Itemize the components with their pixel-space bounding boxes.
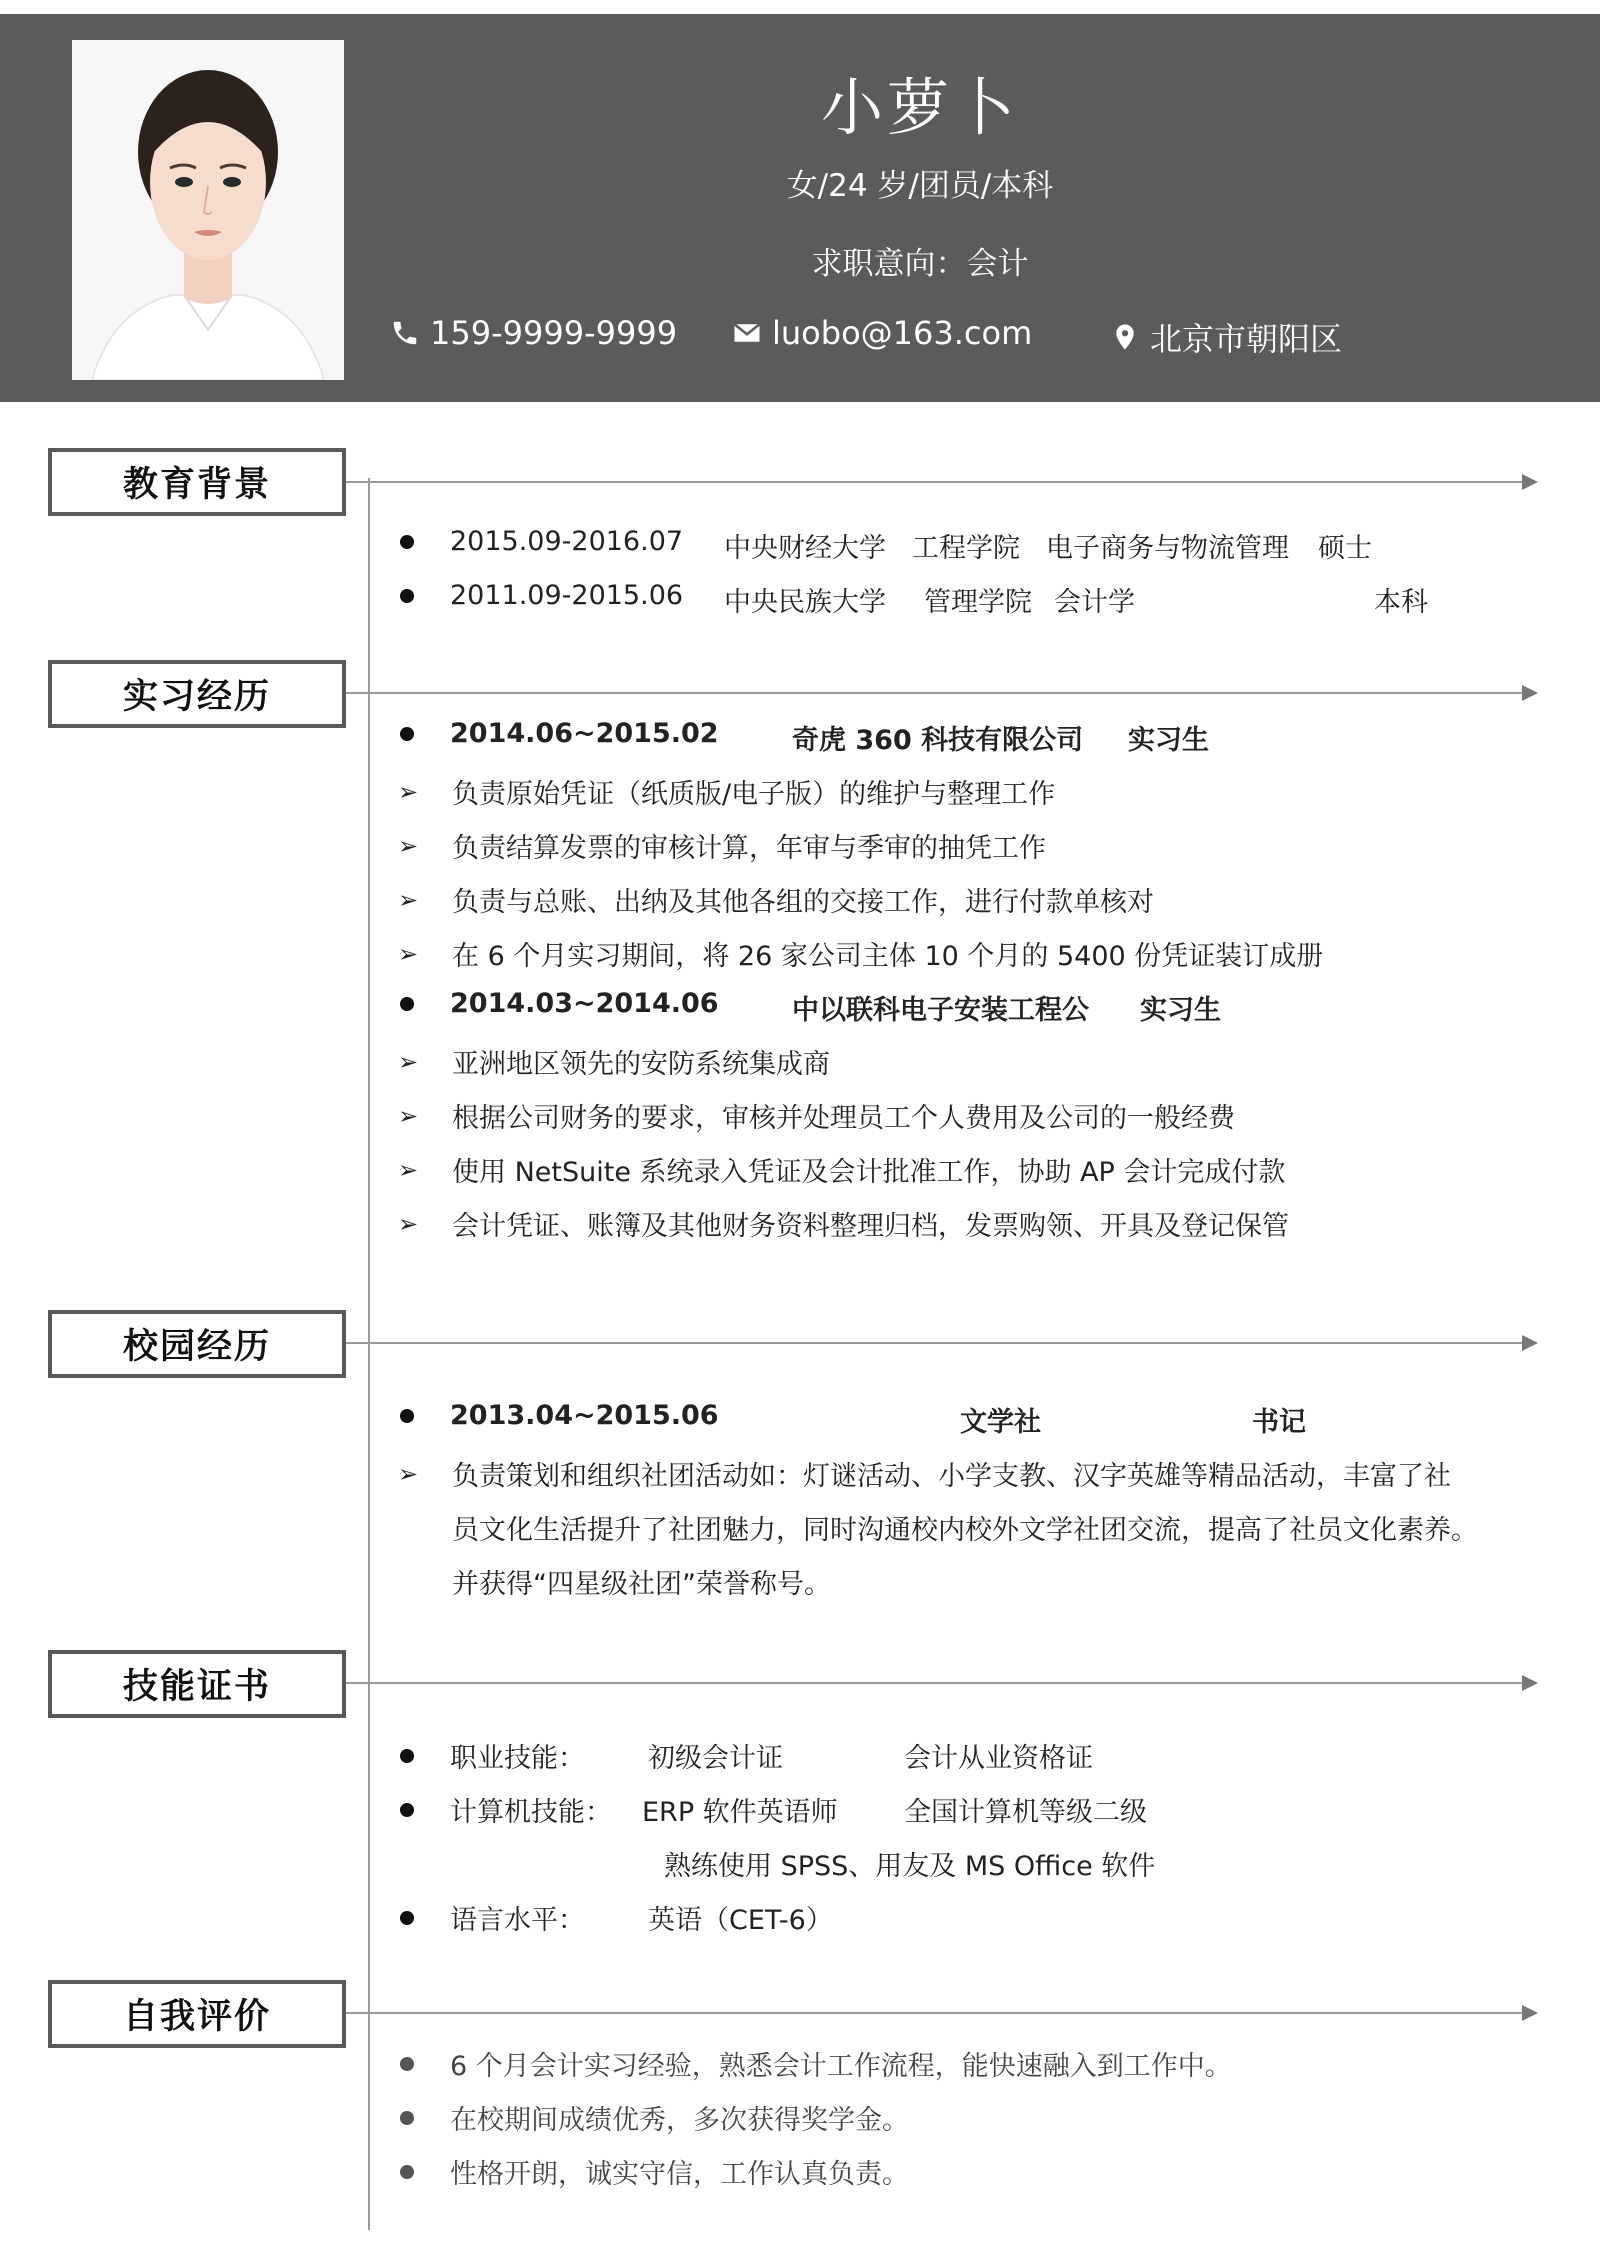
- edu-college: 工程学院: [912, 533, 1020, 564]
- edu-school: 中央财经大学: [724, 533, 886, 564]
- campus-period: 2013.04~2015.06: [450, 1400, 719, 1431]
- candidate-meta: 女/24 岁/团员/本科: [786, 168, 1054, 204]
- job-duty: [396, 934, 1323, 973]
- duty-text: 负责结算发票的审核计算，年审与季审的抽凭工作: [452, 833, 1046, 864]
- job-duty: [396, 1096, 1235, 1135]
- contact-email: [732, 314, 1032, 352]
- job-duty: [396, 880, 1154, 919]
- arrow-right-icon: [1522, 685, 1538, 701]
- timeline-axis: [368, 478, 370, 2230]
- bullet-dot-icon: [400, 589, 414, 603]
- edu-college: 管理学院: [924, 587, 1032, 618]
- section-title-skills: 技能证书: [48, 1650, 346, 1718]
- skill-item: 初级会计证: [648, 1743, 783, 1774]
- education-item: [396, 580, 683, 611]
- campus-heading: [396, 1400, 719, 1431]
- bullet-dot-icon: [400, 1749, 414, 1763]
- skill-label: 计算机技能：: [450, 1797, 612, 1828]
- section-title-education: 教育背景: [48, 448, 346, 516]
- edu-school: 中央民族大学: [724, 587, 886, 618]
- arrowhead-bullet-icon: ➢: [398, 777, 419, 806]
- bullet-dot-icon: [400, 535, 414, 549]
- arrowhead-bullet-icon: ➢: [398, 885, 419, 914]
- campus-duty: [396, 1454, 1451, 1493]
- bullet-dot-icon: [400, 2057, 414, 2071]
- section-title-campus: 校园经历: [48, 1310, 346, 1378]
- job-duty: [396, 1042, 830, 1081]
- section-title-self-eval: 自我评价: [48, 1980, 346, 2048]
- contact-location: [1110, 314, 1342, 360]
- bullet-dot-icon: [400, 997, 414, 1011]
- arrow-right-icon: [1522, 1675, 1538, 1691]
- resume-header: [0, 14, 1600, 402]
- skill-row: [396, 1736, 585, 1775]
- phone-number: 159-9999-9999: [430, 314, 678, 352]
- location-pin-icon: [1110, 322, 1140, 352]
- self-eval-text: 在校期间成绩优秀，多次获得奖学金。: [450, 2105, 909, 2136]
- section-divider: [346, 481, 1536, 483]
- job-role: 实习生: [1128, 725, 1209, 756]
- job-duty: [396, 826, 1046, 865]
- job-heading: [396, 988, 719, 1019]
- section-divider: [346, 1342, 1536, 1344]
- duty-text: 会计凭证、账簿及其他财务资料整理归档，发票购领、开具及登记保管: [452, 1211, 1289, 1242]
- bullet-dot-icon: [400, 2165, 414, 2179]
- campus-duty-continued: 员文化生活提升了社团魅力，同时沟通校内校外文学社团交流，提高了社员文化素养。: [452, 1515, 1478, 1546]
- bullet-dot-icon: [400, 727, 414, 741]
- job-duty: [396, 1150, 1285, 1189]
- bullet-dot-icon: [400, 1409, 414, 1423]
- arrowhead-bullet-icon: ➢: [398, 1155, 419, 1184]
- arrowhead-bullet-icon: ➢: [398, 1101, 419, 1130]
- candidate-name: 小萝卜: [820, 71, 1019, 144]
- edu-period: 2015.09-2016.07: [450, 526, 684, 557]
- arrow-right-icon: [1522, 2005, 1538, 2021]
- bullet-dot-icon: [400, 1911, 414, 1925]
- job-heading: [396, 718, 719, 749]
- arrowhead-bullet-icon: ➢: [398, 939, 419, 968]
- skill-row: [396, 1790, 612, 1829]
- education-item: [396, 526, 683, 557]
- skill-row: [396, 1898, 585, 1937]
- job-company: 奇虎 360 科技有限公司: [792, 725, 1084, 756]
- section-divider: [346, 1682, 1536, 1684]
- section-divider: [346, 2012, 1536, 2014]
- email-address: luobo@163.com: [772, 314, 1033, 352]
- duty-text: 使用 NetSuite 系统录入凭证及会计批准工作，协助 AP 会计完成付款: [452, 1157, 1286, 1188]
- edu-major: 会计学: [1054, 587, 1135, 618]
- job-period: 2014.03~2014.06: [450, 988, 719, 1019]
- arrowhead-bullet-icon: ➢: [398, 1459, 419, 1488]
- skill-item: 英语（CET-6）: [648, 1905, 833, 1936]
- self-eval-text: 6 个月会计实习经验，熟悉会计工作流程，能快速融入到工作中。: [450, 2051, 1232, 2082]
- skill-item: ERP 软件英语师: [642, 1797, 838, 1828]
- section-title-internship: 实习经历: [48, 660, 346, 728]
- bullet-dot-icon: [400, 1803, 414, 1817]
- skill-item: 熟练使用 SPSS、用友及 MS Office 软件: [664, 1851, 1156, 1882]
- mail-icon: [732, 318, 762, 348]
- job-role: 实习生: [1140, 995, 1221, 1026]
- edu-degree: 硕士: [1318, 533, 1372, 564]
- skill-item: 会计从业资格证: [904, 1743, 1093, 1774]
- duty-text: 负责与总账、出纳及其他各组的交接工作，进行付款单核对: [452, 887, 1154, 918]
- edu-major: 电子商务与物流管理: [1046, 533, 1289, 564]
- job-company: 中以联科电子安装工程公: [792, 995, 1089, 1026]
- arrowhead-bullet-icon: ➢: [398, 831, 419, 860]
- campus-org: 文学社: [960, 1407, 1041, 1438]
- location-text: 北京市朝阳区: [1150, 320, 1343, 358]
- job-period: 2014.06~2015.02: [450, 718, 719, 749]
- contact-phone: [390, 314, 677, 352]
- self-eval-item: [396, 2044, 1232, 2083]
- duty-text: 亚洲地区领先的安防系统集成商: [452, 1049, 830, 1080]
- arrow-right-icon: [1522, 1335, 1538, 1351]
- self-eval-item: [396, 2098, 909, 2137]
- campus-role: 书记: [1252, 1407, 1306, 1438]
- self-eval-text: 性格开朗，诚实守信，工作认真负责。: [450, 2159, 909, 2190]
- arrowhead-bullet-icon: ➢: [398, 1047, 419, 1076]
- duty-text: 在 6 个月实习期间，将 26 家公司主体 10 个月的 5400 份凭证装订成册: [452, 941, 1324, 972]
- job-duty: [396, 1204, 1289, 1243]
- campus-duty-continued: 并获得“四星级社团”荣誉称号。: [452, 1569, 831, 1600]
- duty-text: 负责原始凭证（纸质版/电子版）的维护与整理工作: [452, 779, 1056, 810]
- duty-text: 负责策划和组织社团活动如：灯谜活动、小学支教、汉字英雄等精品活动，丰富了社: [452, 1461, 1451, 1492]
- bullet-dot-icon: [400, 2111, 414, 2125]
- skill-item: 全国计算机等级二级: [904, 1797, 1147, 1828]
- edu-period: 2011.09-2015.06: [450, 580, 684, 611]
- duty-text: 根据公司财务的要求，审核并处理员工个人费用及公司的一般经费: [452, 1103, 1235, 1134]
- arrowhead-bullet-icon: ➢: [398, 1209, 419, 1238]
- job-intent: 求职意向：会计: [811, 246, 1029, 282]
- job-duty: [396, 772, 1055, 811]
- section-divider: [346, 692, 1536, 694]
- edu-degree: 本科: [1374, 587, 1428, 618]
- arrow-right-icon: [1522, 474, 1538, 490]
- skill-label: 语言水平：: [450, 1905, 585, 1936]
- self-eval-item: [396, 2152, 909, 2191]
- phone-icon: [390, 318, 420, 348]
- skill-label: 职业技能：: [450, 1743, 585, 1774]
